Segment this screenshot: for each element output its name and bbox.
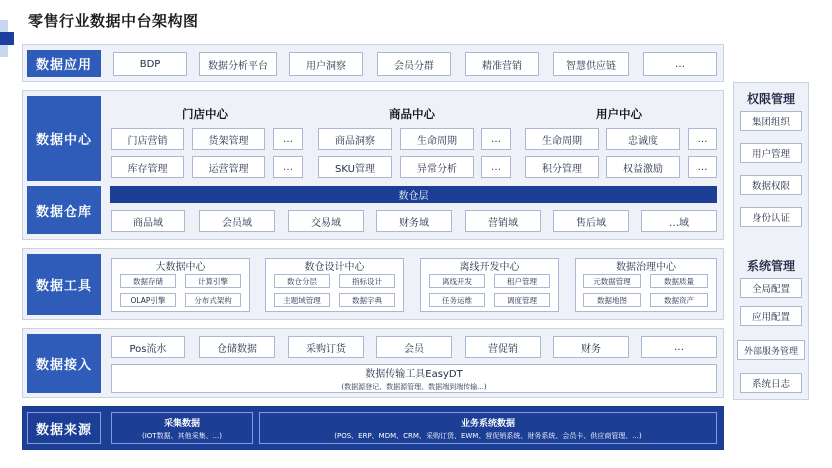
tools-item: 主题域管理	[274, 293, 330, 307]
page-title: 零售行业数据中台架构图	[28, 12, 199, 30]
ingest-item: 采购订货	[288, 336, 364, 358]
warehouse-bar: 数仓层	[110, 186, 717, 203]
store-center-item: 库存管理	[111, 156, 184, 178]
source-collect-title: 采集数据	[163, 418, 200, 429]
ingest-item: …	[641, 336, 717, 358]
ingest-item: 财务	[553, 336, 629, 358]
store-center-item: …	[273, 128, 303, 150]
tools-item: 数仓分层	[274, 274, 330, 288]
warehouse-domain: 售后域	[553, 210, 629, 232]
perm-title: 权限管理	[746, 92, 795, 106]
app-item: BDP	[113, 52, 187, 76]
app-item: 会员分群	[377, 52, 451, 76]
source-collect	[111, 412, 253, 444]
warehouse-domain: 营销域	[465, 210, 541, 232]
app-item: 智慧供应链	[553, 52, 629, 76]
title-accent-bottom	[0, 45, 8, 57]
warehouse-domain: …域	[641, 210, 717, 232]
source-business	[259, 412, 717, 444]
product-center-item: …	[481, 156, 511, 178]
source-label: 数据来源	[27, 412, 101, 444]
user-center-item: 权益激励	[606, 156, 680, 178]
tools-item: 数据字典	[339, 293, 395, 307]
app-item: 用户洞察	[289, 52, 363, 76]
app-item: 数据分析平台	[199, 52, 277, 76]
tools-item: 分布式架构	[185, 293, 241, 307]
product-center-item: SKU管理	[318, 156, 392, 178]
sys-item: 系统日志	[740, 373, 802, 393]
store-center-item: …	[273, 156, 303, 178]
user-center-item: 忠诚度	[606, 128, 680, 150]
warehouse-domain: 财务域	[376, 210, 452, 232]
tools-group-title: 数仓设计中心	[304, 262, 365, 273]
ingest-item: 仓储数据	[199, 336, 275, 358]
tools-item: 元数据管理	[583, 274, 641, 288]
app-item: …	[643, 52, 717, 76]
product-center-item: 商品洞察	[318, 128, 392, 150]
tools-item: 计算引擎	[185, 274, 241, 288]
user-center-item: …	[688, 128, 717, 150]
transfer-tool-desc: (数据源登记、数据源管理、数据端到端传输...)	[341, 383, 487, 391]
transfer-tool-title: 数据传输工具EasyDT	[365, 369, 463, 380]
source-collect-desc: (IOT数据、其他采集、...)	[142, 431, 222, 440]
user-center-title: 用户中心	[596, 107, 642, 121]
perm-item: 数据权限	[740, 175, 802, 195]
perm-item: 集团组织	[740, 111, 802, 131]
ingest-item: 会员	[376, 336, 452, 358]
title-accent-top	[0, 20, 8, 32]
tools-item: OLAP引擎	[120, 293, 176, 307]
tools-item: 任务运维	[429, 293, 485, 307]
source-business-title: 业务系统数据	[460, 418, 515, 429]
perm-item: 身份认证	[740, 207, 802, 227]
sys-title: 系统管理	[746, 259, 795, 273]
app-item: 精准营销	[465, 52, 539, 76]
title-accent-mid	[0, 32, 14, 45]
ingest-label: 数据接入	[27, 334, 101, 393]
tools-item: 租户管理	[494, 274, 550, 288]
tools-group-title: 大数据中心	[155, 262, 206, 273]
center-label: 数据中心	[27, 96, 101, 181]
app-layer-label: 数据应用	[27, 50, 101, 77]
product-center-item: …	[481, 128, 511, 150]
warehouse-label: 数据仓库	[27, 186, 101, 234]
store-center-title: 门店中心	[182, 107, 228, 121]
user-center-item: …	[688, 156, 717, 178]
user-center-item: 生命周期	[525, 128, 599, 150]
tools-item: 数据存储	[120, 274, 176, 288]
tools-group-title: 离线开发中心	[459, 262, 520, 273]
tools-item: 指标设计	[339, 274, 395, 288]
ingest-item: Pos流水	[111, 336, 185, 358]
source-business-desc: (POS、ERP、MDM、CRM、采购订货、EWM、营促销系统、财务系统、会员卡、供应商管理、...)	[334, 431, 642, 440]
warehouse-domain: 交易域	[288, 210, 364, 232]
product-center-title: 商品中心	[389, 107, 435, 121]
warehouse-domain: 会员域	[199, 210, 275, 232]
product-center-item: 异常分析	[400, 156, 474, 178]
perm-item: 用户管理	[740, 143, 802, 163]
store-center-item: 运营管理	[192, 156, 265, 178]
tools-group-title: 数据治理中心	[616, 262, 676, 273]
ingest-item: 营促销	[465, 336, 541, 358]
sys-item: 全局配置	[740, 278, 802, 298]
transfer-tool	[111, 364, 717, 393]
tools-item: 数据资产	[650, 293, 708, 307]
product-center-item: 生命周期	[400, 128, 474, 150]
sys-item: 应用配置	[740, 306, 802, 326]
sys-item: 外部服务管理	[737, 340, 805, 360]
tools-item: 数据质量	[650, 274, 708, 288]
user-center-item: 积分管理	[525, 156, 599, 178]
store-center-item: 门店营销	[111, 128, 184, 150]
warehouse-domain: 商品域	[111, 210, 185, 232]
tools-label: 数据工具	[27, 254, 101, 315]
tools-item: 数据地图	[583, 293, 641, 307]
tools-item: 调度管理	[494, 293, 550, 307]
store-center-item: 货架管理	[192, 128, 265, 150]
tools-item: 离线开发	[429, 274, 485, 288]
